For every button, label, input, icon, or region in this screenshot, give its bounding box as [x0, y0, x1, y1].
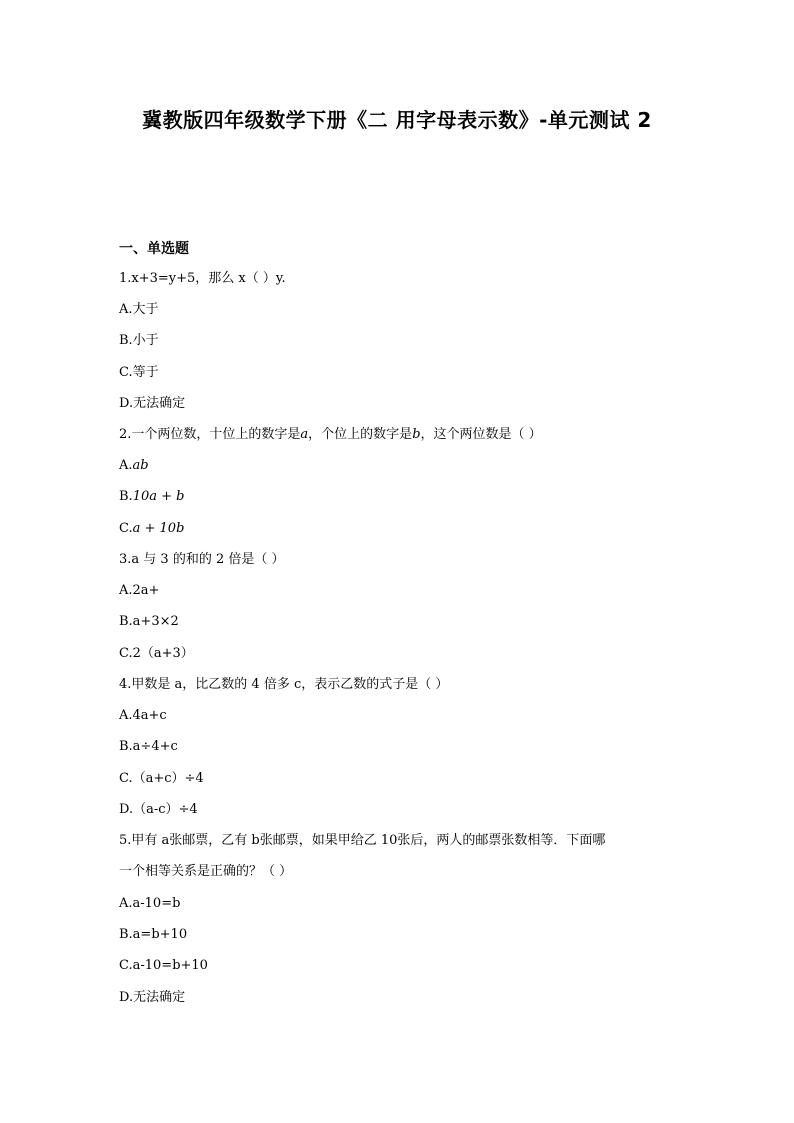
option-label: C. — [119, 521, 133, 536]
option-math: ab — [132, 458, 149, 473]
question-5-option-a: A.a-10=b — [119, 896, 181, 911]
question-1-option-a: A.大于 — [119, 302, 159, 317]
question-2-stem — [119, 426, 542, 444]
question-5-stem-line-1: 5.甲有 a张邮票，乙有 b张邮票，如果甲给乙 10张后，两人的邮票张数相等．下面哪 — [119, 833, 606, 848]
question-1-option-c: C.等于 — [119, 365, 159, 380]
question-5-option-c: C.a-10=b+10 — [119, 958, 208, 973]
question-4-option-a: A.4a+c — [119, 708, 167, 723]
question-3-option-a: A.2a+ — [119, 583, 160, 598]
option-label: B. — [119, 489, 133, 504]
question-4-stem: 4.甲数是 a，比乙数的 4 倍多 c，表示乙数的式子是（ ） — [119, 677, 449, 692]
page-title: 冀教版四年级数学下册《二 用字母表示数》-单元测试 2 — [142, 108, 652, 132]
question-5-option-d: D.无法确定 — [119, 990, 186, 1005]
question-5-option-b: B.a=b+10 — [119, 927, 188, 942]
question-4-option-d: D.（a-c）÷4 — [119, 802, 198, 817]
section-heading: 一、单选题 — [119, 241, 189, 257]
question-2-stem-post: ，这个两位数是（ ） — [420, 427, 542, 442]
option-math: 10a + b — [132, 489, 185, 504]
question-2-var-a: a — [300, 427, 309, 442]
question-4-option-c: C.（a+c）÷4 — [119, 771, 204, 786]
question-3-option-c: C.2（a+3） — [119, 646, 194, 661]
question-2-stem-pre: 2.一个两位数，十位上的数字是 — [119, 427, 301, 442]
question-1-stem: 1.x+3=y+5，那么 x（ ）y. — [119, 271, 286, 286]
question-3-stem: 3.a 与 3 的和的 2 倍是（ ） — [119, 552, 285, 567]
question-2-option-a — [119, 457, 149, 475]
option-math: a + 10b — [132, 521, 185, 536]
question-2-var-b: b — [412, 427, 421, 442]
question-1-option-b: B.小于 — [119, 333, 159, 348]
question-2-stem-mid: ，个位上的数字是 — [308, 427, 413, 442]
question-5-stem-line-2: 一个相等关系是正确的？（ ） — [119, 864, 293, 879]
question-1-option-d: D.无法确定 — [119, 396, 186, 411]
question-2-option-b — [119, 488, 184, 506]
question-3-option-b: B.a+3×2 — [119, 614, 179, 629]
question-4-option-b: B.a÷4+c — [119, 739, 178, 754]
option-label: A. — [119, 458, 133, 473]
question-2-option-c — [119, 520, 184, 538]
